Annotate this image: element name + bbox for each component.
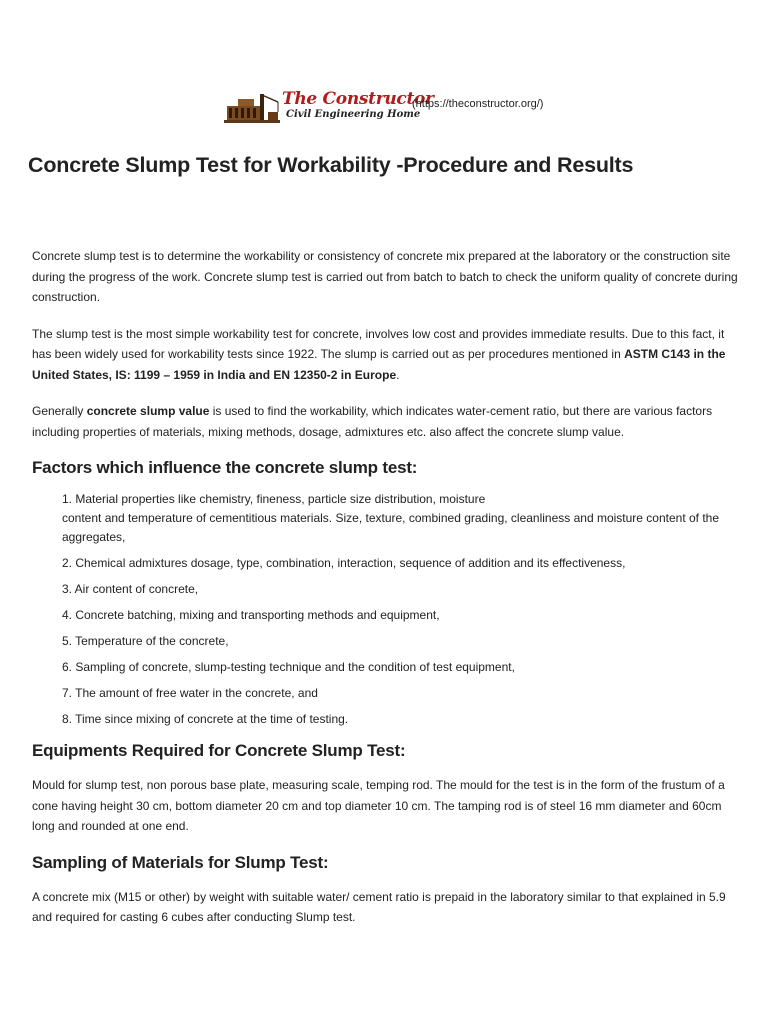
logo-building-icon xyxy=(224,90,280,124)
slump-value-term: concrete slump value xyxy=(86,404,210,418)
list-item: 2. Chemical admixtures dosage, type, combination, interaction, sequence of addition and its effectiveness, xyxy=(62,556,626,570)
sampling-paragraph: A concrete mix (M15 or other) by weight with suitable water/ cement ratio is prepaid in the laboratory similar to that explained in 5.9 and required for casting 6 cubes after conducting Slump test. xyxy=(32,889,726,924)
history-text: The slump test is the most simple workability test for concrete, involves low cost and provides immediate results. Due to this fact, it has been widely used for workability tests since 1922. The slump is carried out as per procedures mentioned in xyxy=(32,326,725,361)
list-item: 7. The amount of free water in the concrete, and xyxy=(62,686,318,700)
history-end: . xyxy=(396,367,400,382)
factors-heading: Factors which influence the concrete slump test: xyxy=(32,458,418,477)
list-item: 5. Temperature of the concrete, xyxy=(62,634,229,648)
list-item: 4. Concrete batching, mixing and transporting methods and equipment, xyxy=(62,608,440,622)
sampling-heading: Sampling of Materials for Slump Test: xyxy=(32,852,329,872)
list-item: 6. Sampling of concrete, slump-testing technique and the condition of test equipment, xyxy=(62,660,515,674)
list-item xyxy=(62,490,740,547)
article-title: Concrete Slump Test for Workability -Procedure and Results xyxy=(28,153,634,177)
slump-value-lead: Generally xyxy=(32,404,87,418)
factor-1-continued: content and temperature of cementitious materials. Size, texture, combined grading, cleanliness and moisture content of the aggregates, xyxy=(62,511,720,544)
slump-value-text: is used to find the workability, which indicates water-cement ratio, but there are various factors including properties of materials, mixing methods, dosage, admixtures etc. also affect the concrete slump value. xyxy=(32,404,713,439)
factors-list xyxy=(32,490,740,729)
standards-text: ASTM C143 in the United States, IS: 1199 – 1959 in India and EN 12350-2 in Europe xyxy=(32,347,726,382)
slump-value-paragraph xyxy=(32,401,740,442)
list-item: 8. Time since mixing of concrete at the time of testing. xyxy=(62,712,349,726)
site-header xyxy=(224,90,554,126)
equipment-heading: Equipments Required for Concrete Slump Test: xyxy=(32,741,406,760)
list-item: 3. Air content of concrete, xyxy=(62,582,199,596)
article-body xyxy=(32,246,740,928)
logo-subtitle: Civil Engineering Home xyxy=(286,109,421,120)
factor-1: 1. Material properties like chemistry, fineness, particle size distribution, moisture xyxy=(62,492,486,506)
intro-paragraph: Concrete slump test is to determine the workability or consistency of concrete mix prepared at the laboratory or the construction site during the progress of the work. Concrete slump test is carried out from batch to batch to check the uniform quality of concrete during construction. xyxy=(32,249,738,304)
logo-title[interactable]: The Constructor xyxy=(282,89,434,109)
history-paragraph xyxy=(32,324,740,386)
equipment-paragraph: Mould for slump test, non porous base plate, measuring scale, temping rod. The mould for the test is in the form of the frustum of a cone having height 30 cm, bottom diameter 20 cm and top diameter 10 cm. The tamping rod is of steel 16 mm diameter and 60cm long and rounded at one end. xyxy=(32,778,725,833)
site-url[interactable]: (https://theconstructor.org/) xyxy=(412,98,544,110)
